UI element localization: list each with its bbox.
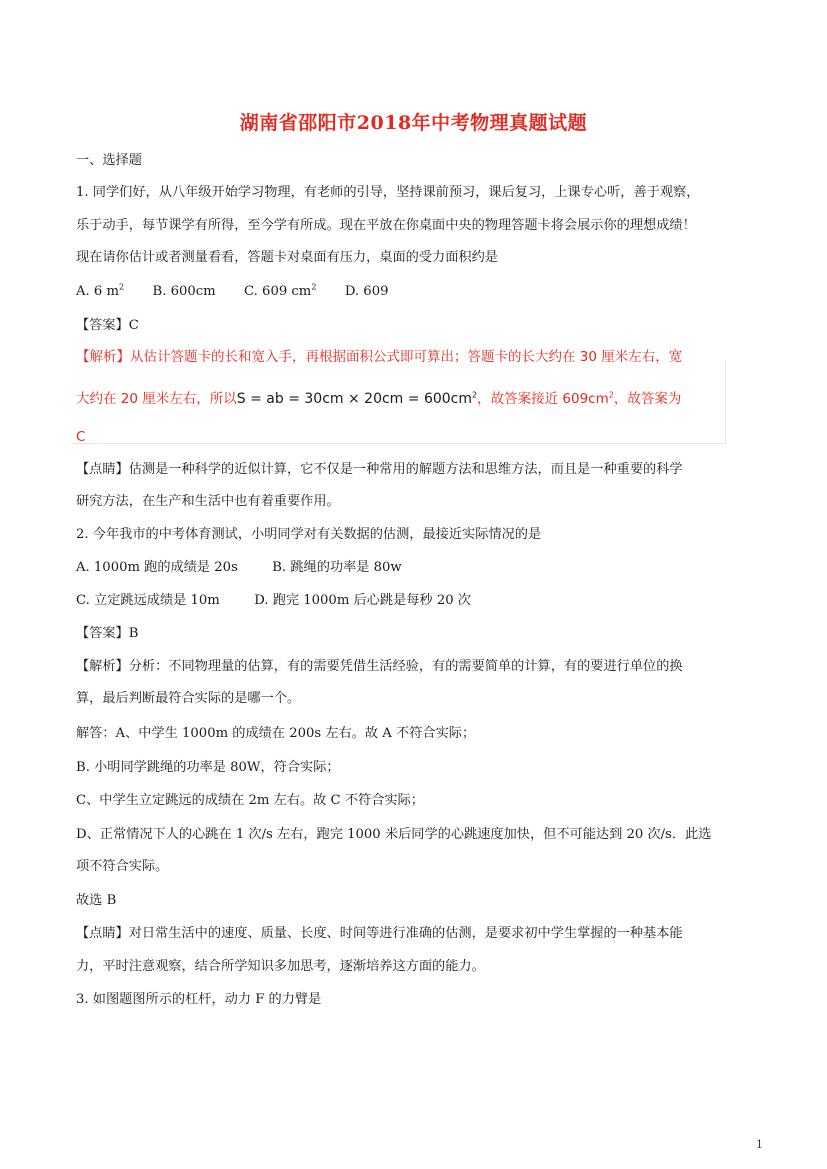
q2-option-b: B. 跳绳的功率是 80w — [272, 560, 402, 575]
q2-note-line-2: 力，平时注意观察，结合所学知识多加思考，逐渐培养这方面的能力。 — [76, 959, 485, 974]
q2-analysis-line-2: 算，最后判断最符合实际的是哪一个。 — [76, 691, 301, 706]
q2-solution-a: 解答：A、中学生 1000m 的成绩在 200s 左右。故 A 不符合实际； — [76, 726, 476, 741]
q2-solution-c: C、中学生立定跳远的成绩在 2m 左右。故 C 不符合实际； — [76, 793, 424, 808]
q1-analysis-line-2: 大约在 20 厘米左右，所以S = ab = $30cm \times 20cm = 600cm^2$，故答案接近 $609cm^2$，故答案为 — [76, 390, 682, 407]
q2-answer: 【答案】B — [76, 626, 139, 641]
q2-choice: 故选 B — [76, 893, 117, 908]
q2-solution-d-line-2: 项不符合实际。 — [76, 859, 169, 874]
q1-option-d: D. 609 — [344, 284, 389, 299]
q1-analysis-line-1: 【解析】从估计答题卡的长和宽入手，再根据面积公式即可算出；答题卡的长大约在 30 厘米左右，宽 — [76, 349, 683, 365]
q2-option-d: D. 跑完 1000m 后心跳是每秒 20 次 — [254, 593, 471, 608]
q2-option-c: C. 立定跳远成绩是 10m — [76, 593, 220, 608]
q1-options — [76, 283, 388, 301]
q1-stem-line-2: 乐于动手，每节课学有所得，至今学有所成。现在平放在你桌面中央的物理答题卡将会展示你的理想成绩！ — [76, 218, 696, 233]
q1-option-a: A. 6 $m^2$ — [76, 282, 125, 299]
q2-solution-d-line-1: D、正常情况下人的心跳在 1 次/s 左右，跑完 1000 米后同学的心跳速度加快，但不可能达到 20 次/s．此选 — [76, 827, 712, 842]
q1-note-line-1: 【点睛】估测是一种科学的近似计算，它不仅是一种常用的解题方法和思维方法，而且是一种重要的科学 — [76, 462, 683, 477]
q2-options-row-1 — [76, 559, 402, 577]
q2-options-row-2 — [76, 592, 471, 610]
area-formula: S = ab = $30cm \times 20cm = 600cm^2$ — [236, 390, 478, 407]
q2-solution-b: B. 小明同学跳绳的功率是 80W，符合实际； — [76, 760, 340, 775]
q2-note-line-1: 【点睛】对日常生活中的速度、质量、长度、时间等进行准确的估测，是要求初中学生掌握的一种基本能 — [76, 926, 683, 941]
section-heading: 一、选择题 — [76, 153, 142, 168]
q1-option-c: C. 609 $cm^2$ — [244, 282, 317, 299]
page-title: 湖南省邵阳市2018年中考物理真题试题 — [239, 112, 588, 134]
q3-stem: 3. 如图题图所示的杠杆，动力 F 的力臂是 — [76, 992, 322, 1007]
q1-analysis-line-3: C — [76, 429, 86, 445]
page-number: 1 — [756, 1138, 763, 1151]
q1-note-line-2: 研究方法，在生产和生活中也有着重要作用。 — [76, 494, 340, 509]
q1-stem-line-1: 1. 同学们好，从八年级开始学习物理，有老师的引导，坚持课前预习，课后复习，上课专心听，善于观察， — [76, 185, 700, 200]
q1-stem-line-3: 现在请你估计或者测量看看，答题卡对桌面有压力，桌面的受力面积约是 — [76, 250, 498, 265]
q2-analysis-line-1: 【解析】分析：不同物理量的估算，有的需要凭借生活经验，有的需要简单的计算，有的要进行单位的换 — [76, 659, 683, 674]
q2-option-a: A. 1000m 跑的成绩是 20s — [76, 560, 238, 575]
q1-option-b: B. 600cm — [152, 284, 216, 299]
q1-answer: 【答案】C — [76, 318, 139, 333]
q2-stem: 2. 今年我市的中考体育测试，小明同学对有关数据的估测，最接近实际情况的是 — [76, 527, 542, 542]
